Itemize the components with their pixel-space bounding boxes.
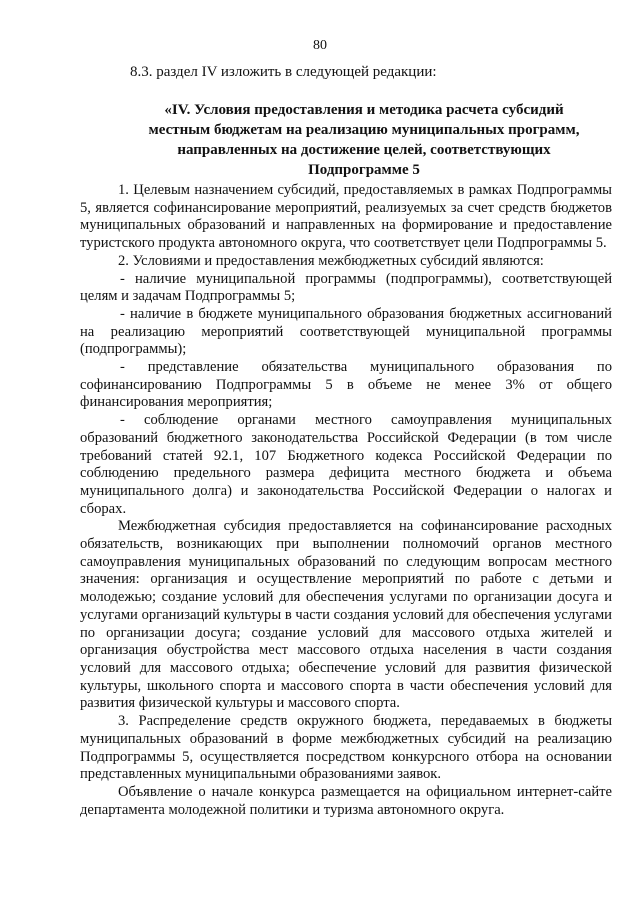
heading-line: направленных на достижение целей, соответствующих	[177, 142, 551, 158]
condition-list-item: - соблюдение органами местного самоуправления муниципальных образований бюджетного законодательства Российской Федерации (в том числе требований статей 92.1, 107 Бюджетного кодекса Российской Федерации по соблюдению предельного размера дефицита местного бюджета и объема муниципального долга) и законодательства Российской Федерации о налогах и сборах.	[80, 412, 612, 517]
page-number: 80	[313, 38, 327, 53]
amendment-intro: 8.3. раздел IV изложить в следующей редакции:	[130, 64, 437, 80]
announcement-paragraph: Объявление о начале конкурса размещается на официальном интернет-сайте департамента молодежной политики и туризма автономного округа.	[80, 783, 612, 818]
paragraph-item-2: 2. Условиями и предоставления межбюджетных субсидий являются:	[118, 252, 544, 269]
condition-list-item: - наличие муниципальной программы (подпрограммы), соответствующей целям и задачам Подпрограммы 5;	[80, 270, 612, 305]
paragraph-item-3: 3. Распределение средств окружного бюджета, передаваемых в бюджеты муниципальных образований в форме межбюджетных субсидий на реализацию Подпрограммы 5, осуществляется посредством конкурсного отбора на основании представленных муниципальными образованиями заявок.	[80, 713, 612, 783]
section-heading	[118, 100, 610, 180]
heading-line: «IV. Условия предоставления и методика расчета субсидий	[164, 102, 564, 118]
paragraph-item-1: 1. Целевым назначением субсидий, предоставляемых в рамках Подпрограммы 5, является софинансирование мероприятий, реализуемых за счет средств бюджетов муниципальных образований и направленных на формирование и предоставление туристского продукта автономного округа, что соответствует цели Подпрограммы 5.	[80, 182, 612, 252]
condition-list-item: - представление обязательства муниципального образования по софинансированию Подпрограммы 5 в объеме не менее 3% от общего финансирования мероприятия;	[80, 359, 612, 411]
heading-line: местным бюджетам на реализацию муниципальных программ,	[148, 122, 580, 138]
subsidy-purpose-paragraph: Межбюджетная субсидия предоставляется на софинансирование расходных обязательств, возникающих при выполнении полномочий органов местного самоуправления муниципальных образований по следующим вопросам местного значения: организация и осуществление мероприятий по работе с детьми и молодежью; создание условий для обеспечения услугами по организации досуга и услугами организаций культуры в части создания условий для обеспечения услугами по организации досуга; создание условий для массового отдыха жителей и организация обустройства мест массового отдыха населения в части создания условий для массового отдыха; обеспечение условий для развития физической культуры, школьного спорта и массового спорта в части обеспечения условий для развития физической культуры и массового спорта.	[80, 518, 612, 712]
condition-list-item: - наличие в бюджете муниципального образования бюджетных ассигнований на реализацию мероприятий соответствующей муниципальной программы (подпрограммы);	[80, 305, 612, 358]
heading-line: Подпрограмме 5	[308, 162, 420, 178]
document-body	[80, 182, 612, 819]
